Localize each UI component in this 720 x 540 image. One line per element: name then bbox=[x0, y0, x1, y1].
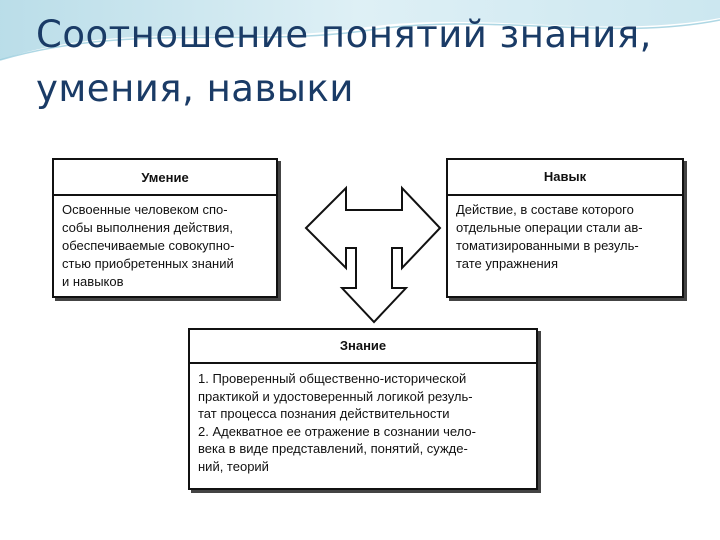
umenie-definition: Освоенные человеком спо- собы выполнения действия, обеспечиваемые совокупно- стью приобретенных знаний и навыков bbox=[62, 202, 235, 289]
slide-title bbox=[36, 8, 696, 116]
znanie-header: Знание bbox=[190, 330, 536, 364]
znanie-box bbox=[188, 328, 538, 490]
three-way-arrow-shape bbox=[306, 188, 440, 322]
navyk-header: Навык bbox=[448, 160, 682, 196]
znanie-definition: 1. Проверенный общественно-исторической практикой и удостоверенный логикой резуль- тат процесса познания действительности 2. Адекватное ее отражение в сознании чело- века в виде представлений, понятий, сужде- ний, теорий bbox=[198, 371, 476, 474]
navyk-definition: Действие, в составе которого отдельные операции стали ав- томатизированными в резуль- тате упражнения bbox=[456, 202, 643, 271]
concept-diagram bbox=[40, 136, 690, 506]
title-line-1: Соотношение понятий знания, bbox=[36, 13, 652, 56]
umenie-box bbox=[52, 158, 278, 298]
umenie-header: Умение bbox=[54, 160, 276, 196]
title-line-2: умения, навыки bbox=[36, 67, 354, 110]
navyk-box bbox=[446, 158, 684, 298]
